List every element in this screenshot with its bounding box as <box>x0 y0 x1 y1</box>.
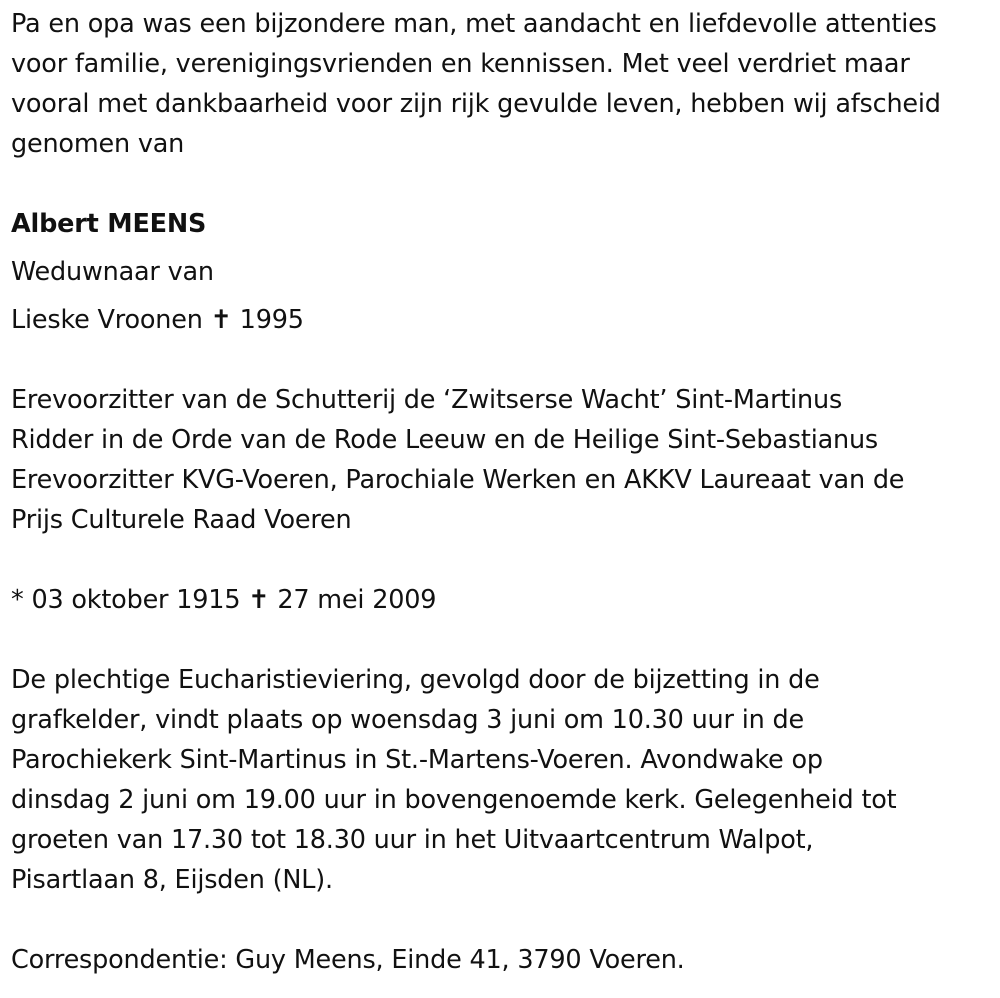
widower-line: Weduwnaar van <box>11 257 214 287</box>
ceremony-line-1: De plechtige Eucharistieviering, gevolgd door de bijzetting in de <box>11 665 820 695</box>
correspondence-line: Correspondentie: Guy Meens, Einde 41, 3790 Voeren. <box>11 945 685 975</box>
ceremony-line-4: dinsdag 2 juni om 19.00 uur in bovengenoemde kerk. Gelegenheid tot <box>11 785 897 815</box>
ceremony-line-3: Parochiekerk Sint-Martinus in St.-Martens-Voeren. Avondwake op <box>11 745 823 775</box>
intro-line-1: Pa en opa was een bijzondere man, met aandacht en liefdevolle attenties <box>11 9 937 39</box>
honor-line-1: Erevoorzitter van de Schutterij de ‘Zwitserse Wacht’ Sint-Martinus <box>11 385 843 415</box>
ceremony-line-5: groeten van 17.30 tot 18.30 uur in het Uitvaartcentrum Walpot, <box>11 825 814 855</box>
honor-line-2: Ridder in de Orde van de Rode Leeuw en de Heilige Sint-Sebastianus <box>11 425 879 455</box>
ceremony-line-6: Pisartlaan 8, Eijsden (NL). <box>11 865 333 895</box>
ceremony-line-2: grafkelder, vindt plaats op woensdag 3 juni om 10.30 uur in de <box>11 705 804 735</box>
dates-line: * 03 oktober 1915 ✝ 27 mei 2009 <box>11 585 437 615</box>
honor-line-3: Erevoorzitter KVG-Voeren, Parochiale Werken en AKKV Laureaat van de <box>11 465 905 495</box>
intro-line-2: voor familie, verenigingsvrienden en kennissen. Met veel verdriet maar <box>11 49 910 79</box>
intro-line-4: genomen van <box>11 129 185 159</box>
deceased-name: Albert MEENS <box>11 209 207 239</box>
intro-line-3: vooral met dankbaarheid voor zijn rijk gevulde leven, hebben wij afscheid <box>11 89 941 119</box>
honor-line-4: Prijs Culturele Raad Voeren <box>11 505 352 535</box>
spouse-line: Lieske Vroonen ✝ 1995 <box>11 305 304 335</box>
